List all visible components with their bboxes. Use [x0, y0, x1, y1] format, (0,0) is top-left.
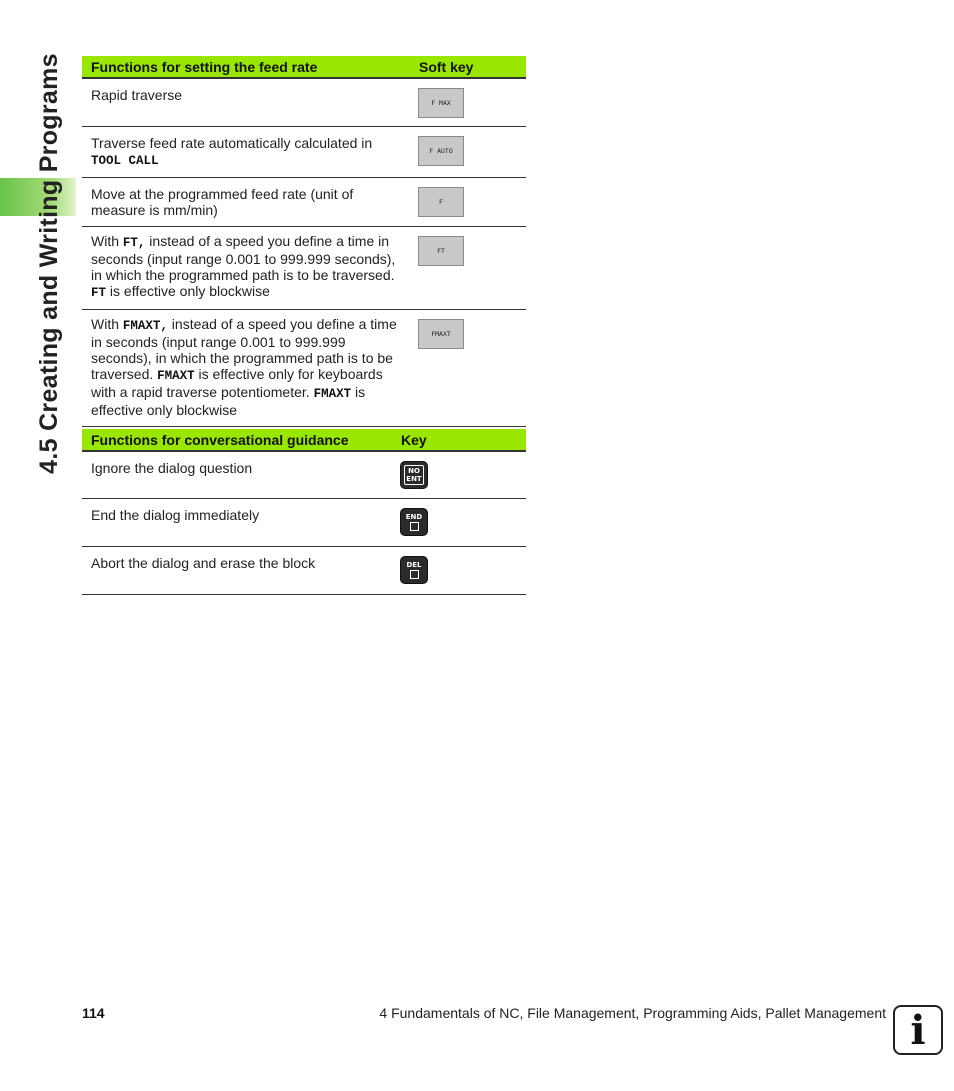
del-key-icon[interactable]: DEL — [400, 556, 428, 584]
footer-chapter-title: 4 Fundamentals of NC, File Management, Programming Aids, Pallet Management — [379, 1005, 886, 1021]
softkey-fmax[interactable]: F MAX — [418, 88, 464, 118]
row-description: With FMAXT, instead of a speed you define a time in seconds (input range 0.001 to 999.999 seconds), in which the programmed path is to be traversed. FMAXT is effective only for keyboards with a rapid traverse potentiometer. FMAXT is effective only blockwise — [82, 310, 410, 427]
row-description: Ignore the dialog question — [82, 451, 392, 498]
code-tool-call: TOOL CALL — [91, 154, 159, 168]
chapter-side-title — [34, 48, 64, 478]
row-description: Rapid traverse — [82, 78, 410, 127]
table-header-row — [82, 56, 526, 78]
header-softkey: Soft key — [410, 56, 526, 78]
feed-rate-table — [82, 56, 526, 427]
table-header-row — [82, 429, 526, 451]
code-fmaxt: FMAXT, — [122, 319, 168, 333]
chapter-side-title-text: 4.5 Creating and Writing Programs — [34, 52, 63, 474]
softkey-f[interactable]: F — [418, 187, 464, 217]
info-icon: i — [893, 1005, 943, 1055]
table-row — [82, 451, 526, 498]
header-key: Key — [392, 429, 526, 451]
code-fmaxt: FMAXT — [313, 387, 352, 401]
page-number: 114 — [82, 1005, 105, 1021]
row-description: With FT, instead of a speed you define a time in seconds (input range 0.001 to 999.999 seconds), in which the programmed path is to be traversed. FT is effective only blockwise — [82, 227, 410, 310]
row-description: Traverse feed rate automatically calculated in TOOL CALL — [82, 127, 410, 178]
table-row — [82, 498, 526, 546]
table-row — [82, 127, 526, 178]
header-function: Functions for conversational guidance — [82, 429, 392, 451]
table-row — [82, 178, 526, 227]
softkey-fmaxt[interactable]: FMAXT — [418, 319, 464, 349]
code-fmaxt: FMAXT — [157, 369, 195, 383]
header-function: Functions for setting the feed rate — [82, 56, 410, 78]
table-row — [82, 78, 526, 127]
table-row — [82, 227, 526, 310]
code-ft: FT — [91, 286, 107, 300]
table-row — [82, 310, 526, 427]
row-description: End the dialog immediately — [82, 498, 392, 546]
dialog-guidance-table — [82, 429, 526, 595]
table-row — [82, 546, 526, 594]
softkey-fauto[interactable]: F AUTO — [418, 136, 464, 166]
end-key-icon[interactable]: END — [400, 508, 428, 536]
row-description: Move at the programmed feed rate (unit of measure is mm/min) — [82, 178, 410, 227]
softkey-ft[interactable]: FT — [418, 236, 464, 266]
no-ent-key-icon[interactable]: NO ENT — [400, 461, 428, 489]
row-description: Abort the dialog and erase the block — [82, 546, 392, 594]
code-ft: FT, — [122, 236, 146, 250]
